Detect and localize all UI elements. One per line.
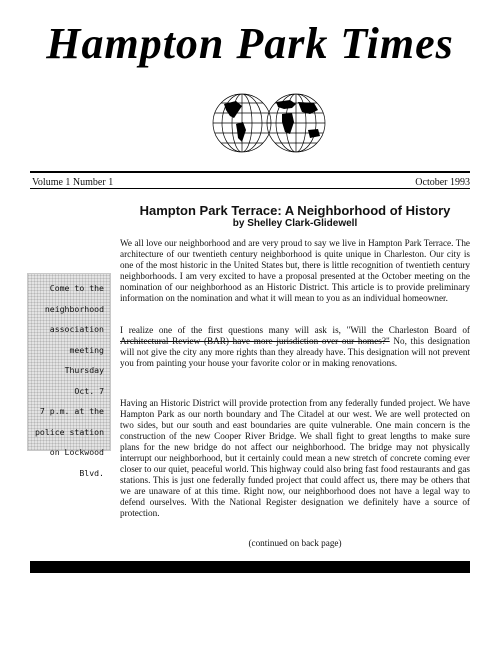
- meeting-notice-sidebar: [27, 273, 111, 478]
- sidebar-line: Blvd.: [79, 467, 104, 478]
- article-paragraph-2: [120, 325, 470, 369]
- masthead-rule: [30, 171, 470, 173]
- sidebar-line: 7 p.m. at the: [39, 406, 104, 416]
- sidebar-line: meeting: [69, 344, 104, 355]
- paragraph-text: I realize one of the first questions many will ask is, "Will the Charleston Board of: [120, 325, 470, 335]
- sidebar-line: police station: [34, 426, 104, 437]
- sidebar-line: Come to the: [49, 283, 104, 293]
- footer-bar: [30, 561, 470, 573]
- volume-number: Volume 1 Number 1: [32, 177, 114, 188]
- article-headline: Hampton Park Terrace: A Neighborhood of History: [139, 203, 451, 218]
- issue-date: October 1993: [415, 177, 470, 188]
- sidebar-line: on Lockwood: [49, 447, 104, 457]
- struck-text: Architectural Review (BAR) have more jurisdiction over our homes?": [120, 336, 390, 346]
- sidebar-line: association: [49, 324, 104, 334]
- article-paragraph-3: Having an Historic District will provide protection from any federally funded project. We have Hampton Park as our north boundary and The Citadel at our west. We are well protected on two sides, but our south and east boundaries are quite vulnerable. One main concern is the construction of the new Cooper River Bridge. We shall fight to great lengths to make sure plans for the new bridge do not affect our neighborhood. The bridge may not physically interrupt our neighborhood, but it certainly could mean a new stretch of concrete coming ever closer to our quiet, peaceful world. This highway could also bring fast food restaurants and gas stations. This is just one federally funded project that could affect us, there may be others that we are unaware of at this time. Right now, our neighborhood does not have a legal way to defend ourselves. With the National Register designation we definitely have a source of protection.: [120, 398, 470, 518]
- masthead-title: Hampton Park Times: [46, 19, 454, 68]
- paragraph-text: No, this designation will not give the city any more rights than they already have. This designation will not prevent you from painting your house your favorite color or in making renovations.: [120, 336, 470, 368]
- sidebar-line: neighborhood: [44, 303, 104, 314]
- article-paragraph-1: We all love our neighborhood and are very proud to say we live in Hampton Park Terrace. The architecture of our twentieth century neighborhood is quite unique in Charleston. Our city is one of the most historic in the United States but, there is little recognition of twentieth century neighborhoods. I am very excited to have a proposal presented at the October meeting on the nomination of our neighborhood as an Historic District. This article is to provide preliminary information on the nomination and what it will mean to you as an individual homeowner.: [120, 238, 470, 303]
- continued-note: (continued on back page): [248, 538, 342, 548]
- sidebar-line: Thursday: [64, 365, 104, 375]
- issue-rule: [30, 188, 470, 189]
- sidebar-line: Oct. 7: [74, 385, 104, 396]
- world-map-logo-icon: [210, 92, 328, 154]
- article-byline: by Shelley Clark-Glidewell: [232, 218, 358, 229]
